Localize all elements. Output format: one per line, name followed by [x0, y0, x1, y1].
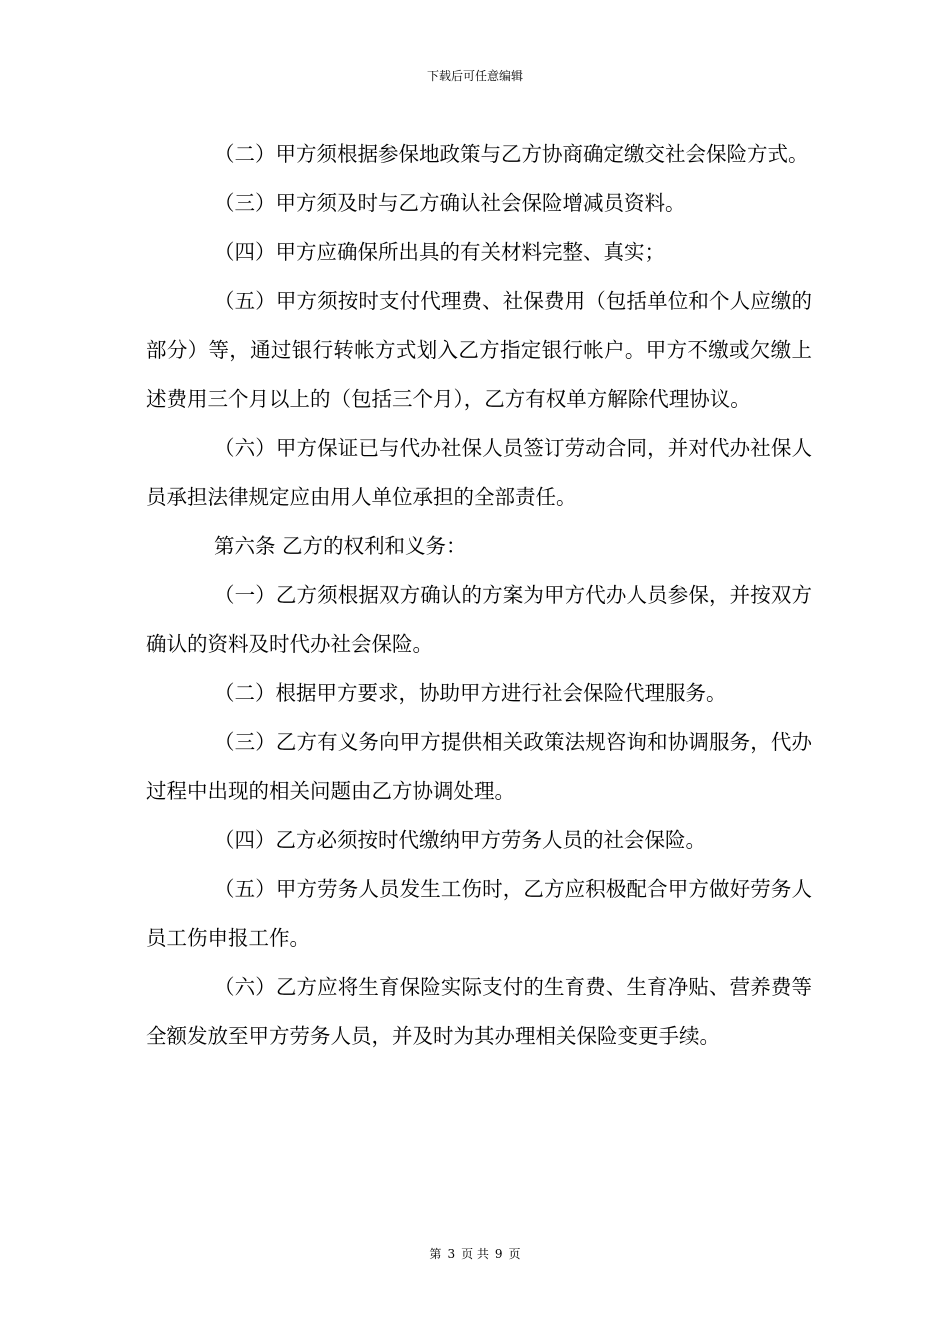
- paragraph-clause-b4: （四）乙方必须按时代缴纳甲方劳务人员的社会保险。: [214, 828, 706, 852]
- paragraph-clause-b2: （二）根据甲方要求，协助甲方进行社会保险代理服务。: [214, 681, 727, 705]
- document-body: [146, 130, 812, 1061]
- paragraph-clause-b1: （一）乙方须根据双方确认的方案为甲方代办人员参保，并按双方确认的资料及时代办社会保险。: [146, 583, 812, 656]
- total-page-count: 9: [494, 1247, 503, 1261]
- paragraph-clause-b6: （六）乙方应将生育保险实际支付的生育费、生育净贴、营养费等全额发放至甲方劳务人员，并及时为其办理相关保险变更手续。: [146, 975, 812, 1048]
- paragraph-clause-b3: （三）乙方有义务向甲方提供相关政策法规咨询和协调服务，代办过程中出现的相关问题由乙方协调处理。: [146, 730, 812, 803]
- footer-prefix: 第: [429, 1247, 442, 1261]
- page-header-note: 下载后可任意编辑: [426, 69, 523, 83]
- current-page-number: 3: [447, 1247, 456, 1261]
- footer-middle: 页 共: [461, 1247, 489, 1261]
- paragraph-clause-a6: （六）甲方保证已与代办社保人员签订劳动合同，并对代办社保人员承担法律规定应由用人单位承担的全部责任。: [146, 436, 812, 509]
- page-footer: [0, 1246, 950, 1262]
- paragraph-clause-a2: （二）甲方须根据参保地政策与乙方协商确定缴交社会保险方式。: [214, 142, 809, 166]
- article-six-heading: 第六条 乙方的权利和义务：: [214, 534, 467, 558]
- paragraph-clause-b5: （五）甲方劳务人员发生工伤时，乙方应积极配合甲方做好劳务人员工伤申报工作。: [146, 877, 812, 950]
- footer-suffix: 页: [508, 1247, 521, 1261]
- paragraph-clause-a3: （三）甲方须及时与乙方确认社会保险增减员资料。: [214, 191, 686, 215]
- paragraph-clause-a5: （五）甲方须按时支付代理费、社保费用（包括单位和个人应缴的部分）等，通过银行转帐方式划入乙方指定银行帐户。甲方不缴或欠缴上述费用三个月以上的（包括三个月），乙方有权单方解除代理协议。: [146, 289, 812, 411]
- paragraph-clause-a4: （四）甲方应确保所出具的有关材料完整、真实；: [214, 240, 665, 264]
